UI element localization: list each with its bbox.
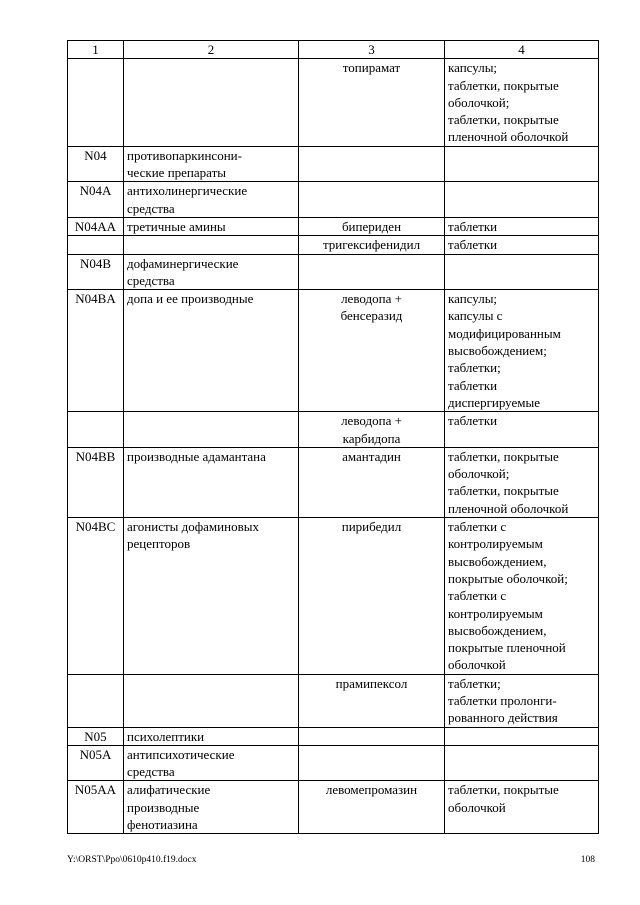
group-name-cell xyxy=(124,290,299,412)
cell-text-line: антипсихотические xyxy=(127,746,235,762)
table-row xyxy=(68,254,599,290)
atc-code-cell: N04A xyxy=(68,182,124,218)
dosage-forms-cell xyxy=(445,412,599,448)
cell-text-line: бенсеразид xyxy=(340,308,403,324)
cell-text-line: рецепторов xyxy=(127,536,191,552)
group-name-cell xyxy=(124,182,299,218)
cell-text-line: дофаминергические xyxy=(127,255,239,271)
table-row xyxy=(68,182,599,218)
cell-text-line: высвобождением; xyxy=(448,343,547,359)
page-number: 108 xyxy=(580,855,595,865)
cell-text-line: контролируемым xyxy=(448,605,543,621)
table-row xyxy=(68,518,599,675)
drug-name-cell xyxy=(299,236,445,254)
dosage-forms-cell xyxy=(445,182,599,218)
cell-text-line: капсулы с xyxy=(448,308,503,324)
cell-text-line: алифатические xyxy=(127,782,211,798)
dosage-forms-cell xyxy=(445,254,599,290)
cell-text-line: амантадин xyxy=(342,448,401,464)
header-col-4: 4 xyxy=(445,41,599,59)
cell-text-line: агонисты дофаминовых xyxy=(127,519,259,535)
cell-text-line: рованного действия xyxy=(448,710,558,726)
cell-text-line: высвобождением, xyxy=(448,553,547,569)
cell-text-line: контролируемым xyxy=(448,536,543,552)
dosage-forms-cell xyxy=(445,146,599,182)
table-body xyxy=(68,59,599,834)
group-name-cell xyxy=(124,217,299,235)
cell-text-line: антихолинергические xyxy=(127,183,248,199)
cell-text-line: средства xyxy=(127,764,175,780)
group-name-cell xyxy=(124,146,299,182)
file-path: Y:\ORST\Ppo\0610p410.f19.docx xyxy=(67,855,197,865)
atc-code-cell: N04AA xyxy=(68,217,124,235)
group-name-cell xyxy=(124,254,299,290)
table-row xyxy=(68,146,599,182)
cell-text-line: психолептики xyxy=(127,728,205,744)
cell-text-line: таблетки; xyxy=(448,675,501,691)
cell-text-line: диспергируемые xyxy=(448,394,541,410)
cell-text-line: таблетки, покрытые xyxy=(448,448,559,464)
cell-text-line: ческие препараты xyxy=(127,165,226,181)
cell-text-line: леводопа + xyxy=(341,413,402,429)
group-name-cell xyxy=(124,59,299,146)
dosage-forms-cell xyxy=(445,781,599,834)
cell-text-line: таблетки с xyxy=(448,588,507,604)
table-row xyxy=(68,674,599,727)
cell-text-line: таблетки xyxy=(448,413,498,429)
table-row xyxy=(68,447,599,517)
cell-text-line: оболочкой; xyxy=(448,94,510,110)
dosage-forms-cell xyxy=(445,674,599,727)
table-row xyxy=(68,236,599,254)
drug-name-cell xyxy=(299,254,445,290)
table-row xyxy=(68,217,599,235)
cell-text-line: левомепромазин xyxy=(325,782,418,798)
group-name-cell xyxy=(124,236,299,254)
drug-name-cell xyxy=(299,781,445,834)
cell-text-line: прамипексол xyxy=(335,675,408,691)
cell-text-line: оболочкой xyxy=(448,657,506,673)
table-row xyxy=(68,745,599,781)
cell-text-line: покрытые оболочкой; xyxy=(448,570,568,586)
cell-text-line: топирамат xyxy=(342,60,401,76)
cell-text-line: оболочкой xyxy=(448,799,506,815)
cell-text-line: таблетки, покрытые xyxy=(448,483,559,499)
cell-text-line: производные xyxy=(127,799,200,815)
group-name-cell xyxy=(124,674,299,727)
drug-name-cell xyxy=(299,447,445,517)
dosage-forms-cell xyxy=(445,290,599,412)
cell-text-line: таблетки, покрытые xyxy=(448,782,559,798)
group-name-cell xyxy=(124,727,299,745)
group-name-cell xyxy=(124,447,299,517)
cell-text-line: пирибедил xyxy=(341,519,402,535)
cell-text-line: модифицированным xyxy=(448,325,561,341)
drug-name-cell xyxy=(299,182,445,218)
cell-text-line: третичные амины xyxy=(127,218,226,234)
table-row xyxy=(68,727,599,745)
cell-text-line: средства xyxy=(127,200,175,216)
cell-text-line: противопаркинсони- xyxy=(127,147,242,163)
dosage-forms-cell xyxy=(445,727,599,745)
group-name-cell xyxy=(124,745,299,781)
drug-name-cell xyxy=(299,674,445,727)
cell-text-line: таблетки с xyxy=(448,519,507,535)
atc-code-cell: N04B xyxy=(68,254,124,290)
drug-name-cell xyxy=(299,217,445,235)
drug-name-cell xyxy=(299,59,445,146)
group-name-cell xyxy=(124,781,299,834)
cell-text-line: допа и ее производные xyxy=(127,291,254,307)
cell-text-line: производные адамантана xyxy=(127,448,266,464)
header-col-1: 1 xyxy=(68,41,124,59)
dosage-forms-cell xyxy=(445,236,599,254)
cell-text-line: фенотиазина xyxy=(127,817,198,833)
dosage-forms-cell xyxy=(445,518,599,675)
atc-code-cell: N05 xyxy=(68,727,124,745)
atc-code-cell: N05AA xyxy=(68,781,124,834)
table-row xyxy=(68,781,599,834)
atc-code-cell xyxy=(68,59,124,146)
header-col-3: 3 xyxy=(299,41,445,59)
drug-name-cell xyxy=(299,146,445,182)
header-col-2: 2 xyxy=(124,41,299,59)
atc-code-cell: N05A xyxy=(68,745,124,781)
cell-text-line: таблетки, покрытые xyxy=(448,77,559,93)
header-row xyxy=(68,41,599,59)
drug-name-cell xyxy=(299,745,445,781)
group-name-cell xyxy=(124,518,299,675)
atc-code-cell xyxy=(68,674,124,727)
drug-name-cell xyxy=(299,727,445,745)
cell-text-line: таблетки xyxy=(448,218,498,234)
dosage-forms-cell xyxy=(445,217,599,235)
atc-code-cell: N04BB xyxy=(68,447,124,517)
cell-text-line: таблетки xyxy=(448,237,498,253)
atc-code-cell xyxy=(68,236,124,254)
dosage-forms-cell xyxy=(445,745,599,781)
cell-text-line: пленочной оболочкой xyxy=(448,129,569,145)
drug-name-cell xyxy=(299,518,445,675)
cell-text-line: таблетки пролонги- xyxy=(448,692,557,708)
cell-text-line: высвобождением, xyxy=(448,622,547,638)
cell-text-line: тригексифенидил xyxy=(322,237,421,253)
cell-text-line: покрытые пленочной xyxy=(448,640,566,656)
dosage-forms-cell xyxy=(445,447,599,517)
cell-text-line: бипериден xyxy=(341,218,402,234)
table-row xyxy=(68,290,599,412)
table-row xyxy=(68,59,599,146)
cell-text-line: таблетки; xyxy=(448,360,501,376)
cell-text-line: оболочкой; xyxy=(448,466,510,482)
atc-code-cell xyxy=(68,412,124,448)
drug-classification-table xyxy=(67,40,599,834)
dosage-forms-cell xyxy=(445,59,599,146)
drug-name-cell xyxy=(299,412,445,448)
cell-text-line: таблетки, покрытые xyxy=(448,112,559,128)
cell-text-line: леводопа + xyxy=(341,291,402,307)
cell-text-line: пленочной оболочкой xyxy=(448,500,569,516)
drug-name-cell xyxy=(299,290,445,412)
atc-code-cell: N04BA xyxy=(68,290,124,412)
cell-text-line: таблетки xyxy=(448,377,498,393)
atc-code-cell: N04BC xyxy=(68,518,124,675)
table-row xyxy=(68,412,599,448)
cell-text-line: карбидопа xyxy=(342,430,401,446)
cell-text-line: капсулы; xyxy=(448,60,498,76)
atc-code-cell: N04 xyxy=(68,146,124,182)
cell-text-line: капсулы; xyxy=(448,291,498,307)
group-name-cell xyxy=(124,412,299,448)
cell-text-line: средства xyxy=(127,272,175,288)
